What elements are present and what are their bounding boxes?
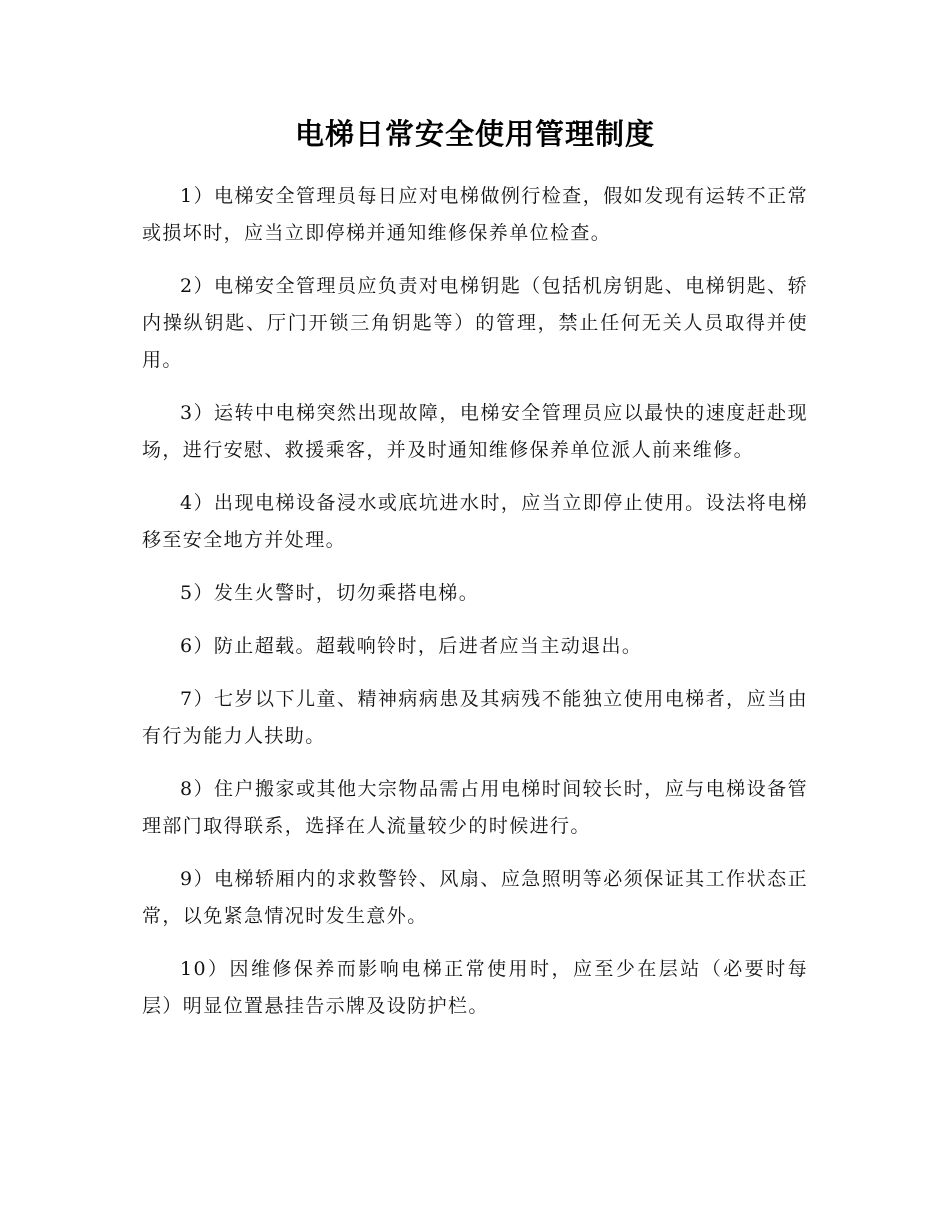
rule-item-4: 4）出现电梯设备浸水或底坑进水时，应当立即停止使用。设法将电梯移至安全地方并处理。 (142, 492, 808, 551)
rule-item-5: 5）发生火警时，切勿乘搭电梯。 (180, 582, 480, 604)
page-title: 电梯日常安全使用管理制度 (294, 117, 655, 151)
rule-item-10: 10）因维修保养而影响电梯正常使用时，应至少在层站（必要时每层）明显位置悬挂告示牌及设防护栏。 (142, 958, 808, 1017)
rule-item-9: 9）电梯轿厢内的求救警铃、风扇、应急照明等必须保证其工作状态正常，以免紧急情况时发生意外。 (142, 868, 808, 927)
rule-item-3: 3）运转中电梯突然出现故障，电梯安全管理员应以最快的速度赶赴现场，进行安慰、救援乘客，并及时通知维修保养单位派人前来维修。 (142, 402, 808, 461)
rule-item-6: 6）防止超载。超载响铃时，后进者应当主动退出。 (180, 635, 643, 657)
rule-item-8: 8）住户搬家或其他大宗物品需占用电梯时间较长时，应与电梯设备管理部门取得联系，选择在人流量较少的时候进行。 (142, 778, 808, 837)
rules-list (142, 178, 808, 1025)
rule-item-7: 7）七岁以下儿童、精神病病患及其病残不能独立使用电梯者，应当由有行为能力人扶助。 (142, 688, 808, 747)
rule-item-1: 1）电梯安全管理员每日应对电梯做例行检查，假如发现有运转不正常或损坏时，应当立即停梯并通知维修保养单位检查。 (142, 185, 808, 244)
rule-item-2: 2）电梯安全管理员应负责对电梯钥匙（包括机房钥匙、电梯钥匙、轿内操纵钥匙、厅门开锁三角钥匙等）的管理，禁止任何无关人员取得并使用。 (142, 275, 808, 371)
